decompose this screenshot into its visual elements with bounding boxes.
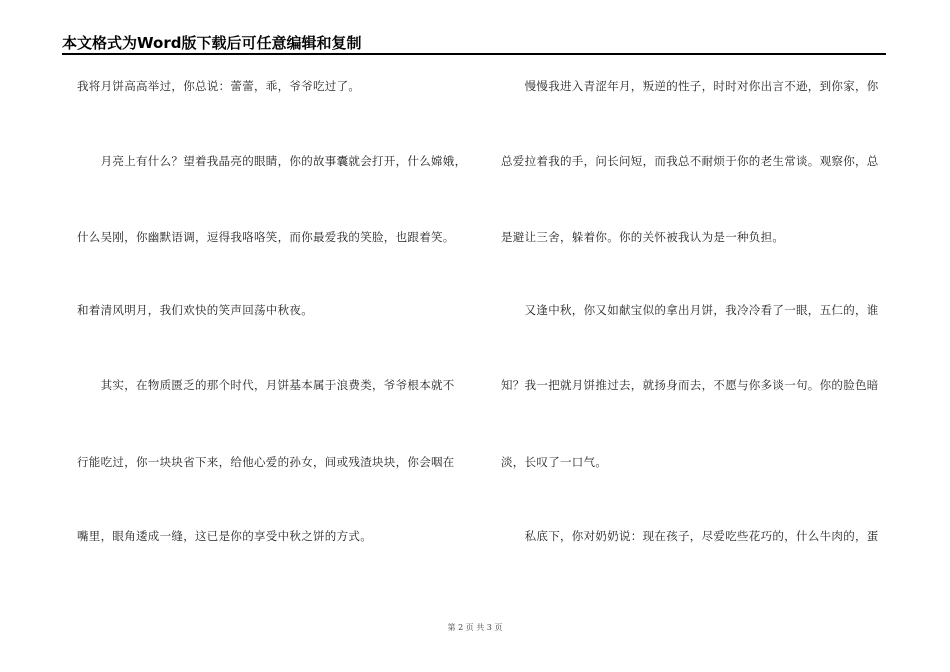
right-line-2: 总爱拉着我的手，问长问短，而我总不耐烦于你的老生常谈。观察你，总 — [501, 154, 879, 168]
right-line-3: 是避让三舍，躲着你。你的关怀被我认为是一种负担。 — [501, 230, 785, 244]
right-line-6: 淡，长叹了一口气。 — [501, 455, 608, 469]
right-line-4: 又逢中秋，你又如献宝似的拿出月饼，我冷冷看了一眼，五仁的，谁 — [501, 303, 879, 317]
document-header-title: 本文格式为Word版下载后可任意编辑和复制 — [62, 34, 362, 52]
left-line-3: 什么吴刚，你幽默语调，逗得我咯咯笑，而你最爱我的笑脸，也跟着笑。 — [77, 230, 455, 244]
header-divider — [62, 53, 886, 55]
left-line-7: 嘴里，眼角逶成一缝，这已是你的享受中秋之饼的方式。 — [77, 529, 372, 543]
left-line-1: 我将月饼高高举过，你总说：蕾蕾，乖，爷爷吃过了。 — [77, 79, 361, 93]
right-line-1: 慢慢我进入青涩年月，叛逆的性子，时时对你出言不逊，到你家，你 — [501, 79, 879, 93]
right-line-5: 知？我一把就月饼推过去，就扬身而去，不愿与你多谈一句。你的脸色暗 — [501, 378, 879, 392]
right-line-7: 私底下，你对奶奶说：现在孩子，尽爱吃些花巧的，什么牛肉的，蛋 — [501, 529, 879, 543]
left-line-5: 其实，在物质匮乏的那个时代，月饼基本属于浪费类，爷爷根本就不 — [77, 378, 455, 392]
left-line-6: 行能吃过，你一块块省下来，给他心爱的孙女，间或残渣块块，你会咽在 — [77, 455, 455, 469]
left-line-2: 月亮上有什么？望着我晶亮的眼睛，你的故事囊就会打开，什么嫦娥， — [77, 154, 467, 168]
left-line-4: 和着清风明月，我们欢快的笑声回荡中秋夜。 — [77, 303, 313, 317]
page-number-footer: 第 2 页 共 3 页 — [447, 623, 503, 632]
